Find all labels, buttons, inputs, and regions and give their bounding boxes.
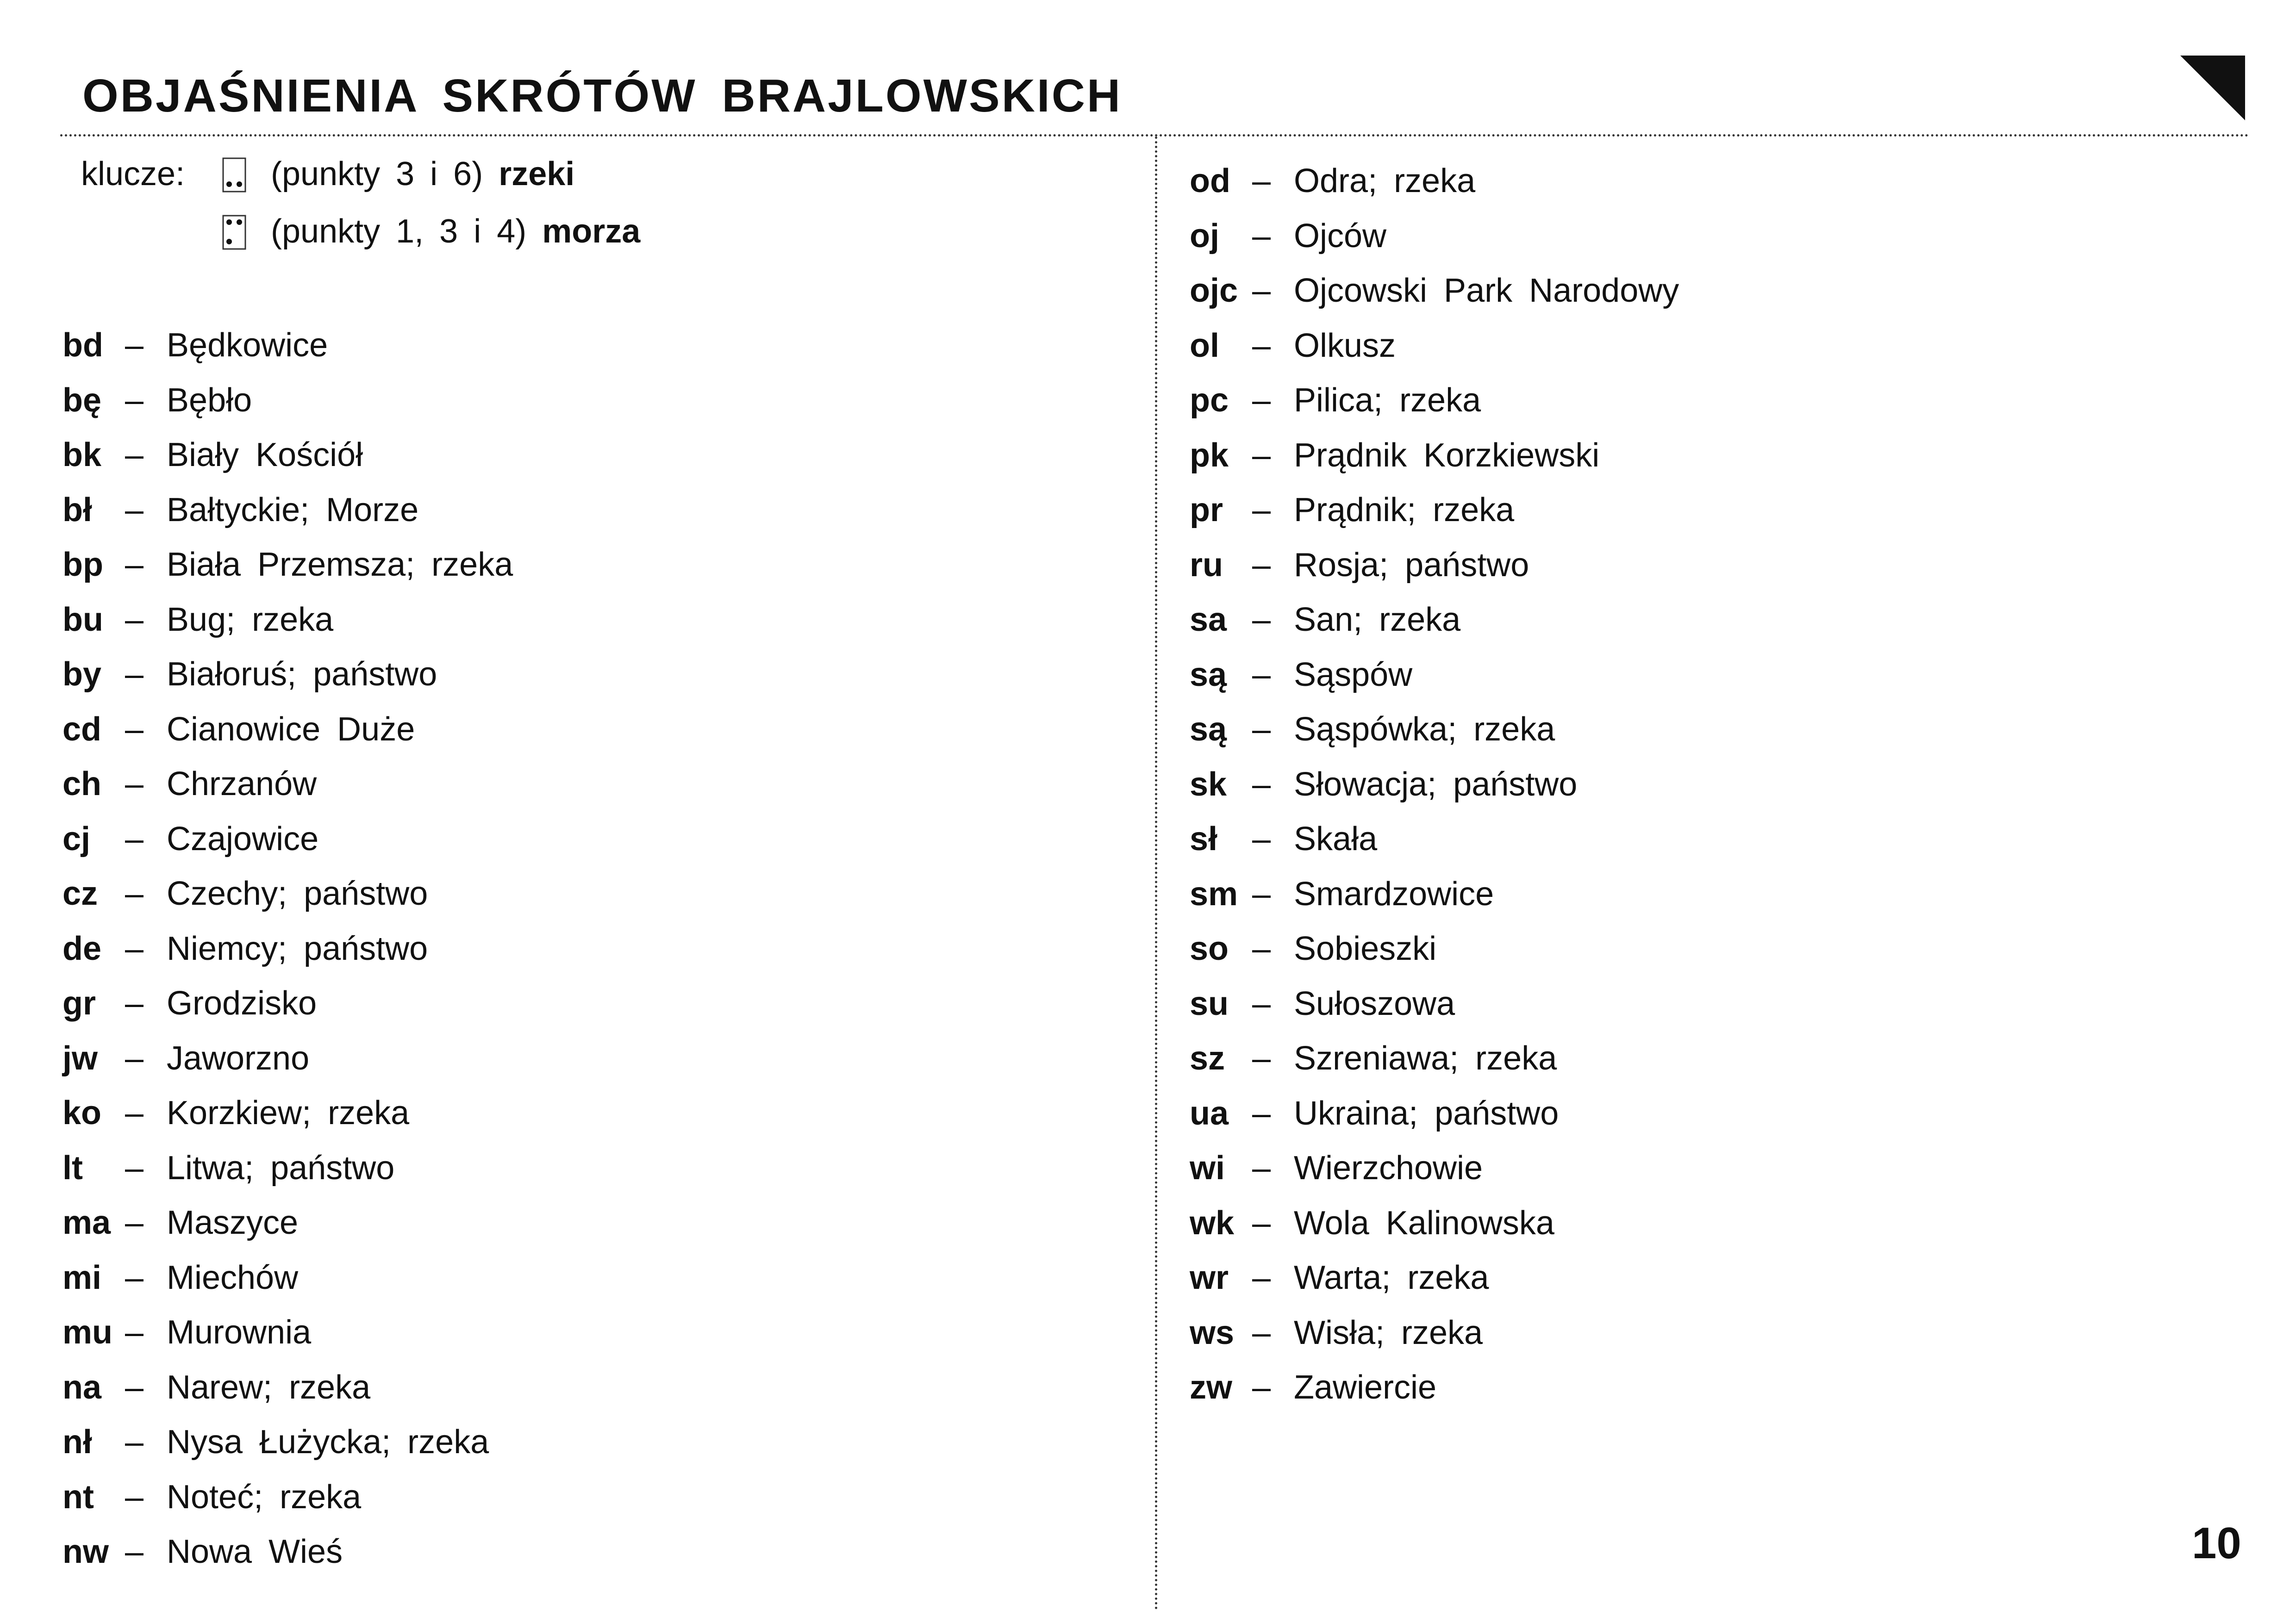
key-kind: morza [542,213,641,250]
separator-dash: – [1252,217,1271,255]
separator-dash: – [1252,1094,1271,1132]
braille-cell-dots-1-3-4-icon [222,215,246,250]
separator-dash: – [1252,985,1271,1022]
abbreviation-code: bę [62,381,102,419]
abbreviation-meaning: Biały Kościół [167,436,363,473]
abbreviation-meaning: Pilica; rzeka [1294,382,1481,419]
abbreviation-code: zw [1190,1369,1233,1406]
separator-dash: – [1252,162,1271,199]
separator-dash: – [1252,1204,1271,1242]
separator-dash: – [1252,1314,1271,1351]
abbreviation-meaning: Sąspów [1294,656,1413,693]
separator-dash: – [125,1368,144,1406]
abbreviation-code: sk [1190,765,1227,803]
separator-dash: – [1252,436,1271,474]
key-label: klucze: [81,155,185,193]
abbreviation-meaning: Smardzowice [1294,875,1494,913]
key-kind: rzeki [499,155,575,193]
abbreviation-meaning: Biała Przemsza; rzeka [167,546,513,583]
abbreviation-meaning: Chrzanów [167,765,317,802]
separator-dash: – [1252,1259,1271,1296]
abbreviation-meaning: San; rzeka [1294,601,1461,638]
abbreviation-meaning: Wierzchowie [1294,1150,1483,1187]
abbreviation-code: su [1190,985,1229,1022]
separator-dash: – [125,1039,144,1077]
separator-dash: – [125,1314,144,1351]
separator-dash: – [125,985,144,1022]
abbreviation-code: bk [62,436,102,473]
abbreviation-meaning: Grodzisko [167,985,317,1022]
abbreviation-code: ch [62,765,102,802]
abbreviation-code: są [1190,656,1227,693]
page-title: OBJAŚNIENIA SKRÓTÓW BRAJLOWSKICH [82,70,1123,122]
abbreviation-meaning: Białoruś; państwo [167,656,437,693]
separator-dash: – [125,1204,144,1241]
abbreviation-code: cz [62,875,98,912]
key-description: (punkty 1, 3 i 4) morza [271,213,641,250]
abbreviation-meaning: Odra; rzeka [1294,162,1476,199]
separator-dash: – [125,1149,144,1187]
abbreviation-code: so [1190,930,1229,967]
abbreviation-meaning: Sobieszki [1294,930,1437,967]
abbreviation-meaning: Prądnik Korzkiewski [1294,436,1600,474]
column-divider [1155,137,1157,1611]
separator-dash: – [125,1478,144,1516]
abbreviation-meaning: Litwa; państwo [167,1149,395,1187]
abbreviation-meaning: Maszyce [167,1204,299,1241]
separator-dash: – [1252,1040,1271,1077]
abbreviation-meaning: Nowa Wieś [167,1533,343,1570]
abbreviation-code: sz [1190,1040,1225,1077]
abbreviation-meaning: Cianowice Duże [167,710,415,748]
abbreviation-code: nw [62,1533,109,1570]
abbreviation-code: nł [62,1424,92,1461]
abbreviation-meaning: Jaworzno [167,1039,310,1077]
abbreviation-code: ko [62,1094,102,1132]
abbreviation-code: pc [1190,382,1229,419]
abbreviation-meaning: Zawiercie [1294,1369,1437,1406]
separator-dash: – [125,327,144,364]
abbreviation-meaning: Korzkiew; rzeka [167,1094,410,1132]
abbreviation-code: od [1190,162,1230,199]
abbreviation-meaning: Prądnik; rzeka [1294,491,1515,529]
separator-dash: – [125,656,144,693]
separator-dash: – [1252,1150,1271,1187]
page-number: 10 [2192,1518,2241,1568]
abbreviation-code: sł [1190,821,1218,858]
abbreviation-meaning: Niemcy; państwo [167,930,428,967]
abbreviation-meaning: Noteć; rzeka [167,1478,362,1516]
abbreviation-meaning: Narew; rzeka [167,1368,371,1406]
abbreviation-meaning: Skała [1294,821,1378,858]
separator-dash: – [125,875,144,912]
abbreviation-code: wk [1190,1204,1235,1242]
separator-dash: – [125,1533,144,1570]
abbreviation-code: jw [62,1039,98,1077]
separator-dash: – [1252,821,1271,858]
abbreviation-meaning: Olkusz [1294,327,1396,364]
separator-dash: – [1252,765,1271,803]
abbreviation-meaning: Będkowice [167,327,328,364]
separator-dash: – [125,491,144,529]
separator-dash: – [1252,601,1271,638]
abbreviation-code: cd [62,710,102,748]
abbreviation-meaning: Bałtyckie; Morze [167,491,419,529]
abbreviation-meaning: Murownia [167,1314,312,1351]
abbreviation-code: są [1190,711,1227,748]
abbreviation-code: de [62,930,102,967]
abbreviation-code: ua [1190,1094,1229,1132]
abbreviation-meaning: Bębło [167,381,252,419]
abbreviation-code: ol [1190,327,1219,364]
abbreviation-code: nt [62,1478,94,1516]
abbreviation-code: mu [62,1314,112,1351]
corner-triangle-icon [2180,56,2245,120]
abbreviation-code: na [62,1368,102,1406]
abbreviation-meaning: Rosja; państwo [1294,546,1529,584]
abbreviation-meaning: Miechów [167,1259,299,1296]
separator-dash: – [1252,1369,1271,1406]
abbreviation-code: bu [62,601,103,638]
abbreviation-meaning: Sąspówka; rzeka [1294,711,1555,748]
abbreviation-code: bp [62,546,103,583]
abbreviation-code: sm [1190,875,1238,913]
abbreviation-meaning: Ukraina; państwo [1294,1094,1559,1132]
separator-dash: – [1252,711,1271,748]
abbreviation-meaning: Bug; rzeka [167,601,334,638]
abbreviation-meaning: Nysa Łużycka; rzeka [167,1424,489,1461]
separator-dash: – [125,1259,144,1296]
abbreviation-meaning: Słowacja; państwo [1294,765,1578,803]
abbreviation-meaning: Sułoszowa [1294,985,1455,1022]
abbreviation-code: cj [62,820,91,858]
abbreviation-code: wr [1190,1259,1229,1296]
abbreviation-code: by [62,656,102,693]
abbreviation-code: pk [1190,436,1229,474]
abbreviation-code: lt [62,1149,83,1187]
abbreviation-meaning: Warta; rzeka [1294,1259,1489,1296]
separator-dash: – [125,765,144,802]
abbreviation-code: bł [62,491,92,529]
abbreviation-code: pr [1190,491,1223,529]
separator-dash: – [125,820,144,858]
abbreviation-code: mi [62,1259,102,1296]
braille-cell-dots-3-6-icon [222,157,246,193]
separator-dash: – [125,381,144,419]
separator-dash: – [1252,272,1271,309]
abbreviation-meaning: Czechy; państwo [167,875,428,912]
abbreviation-code: ru [1190,546,1223,584]
abbreviation-code: ws [1190,1314,1235,1351]
separator-dash: – [1252,546,1271,584]
abbreviation-code: wi [1190,1150,1225,1187]
separator-dash: – [1252,382,1271,419]
abbreviation-code: bd [62,327,103,364]
separator-dash: – [1252,327,1271,364]
separator-dash: – [125,436,144,473]
abbreviation-code: ojc [1190,272,1238,309]
abbreviation-meaning: Wola Kalinowska [1294,1204,1554,1242]
separator-dash: – [125,710,144,748]
abbreviation-code: sa [1190,601,1227,638]
separator-dash: – [1252,491,1271,529]
separator-dash: – [1252,656,1271,693]
separator-dash: – [1252,930,1271,967]
abbreviation-code: oj [1190,217,1219,255]
separator-dash: – [125,1094,144,1132]
separator-dash: – [125,930,144,967]
abbreviation-meaning: Czajowice [167,820,319,858]
separator-dash: – [1252,875,1271,913]
separator-dash: – [125,601,144,638]
key-description: (punkty 3 i 6) rzeki [271,155,575,193]
abbreviation-code: ma [62,1204,111,1241]
abbreviation-meaning: Ojcowski Park Narodowy [1294,272,1679,309]
abbreviation-code: gr [62,985,96,1022]
separator-dash: – [125,1424,144,1461]
abbreviation-meaning: Ojców [1294,217,1387,255]
abbreviation-meaning: Wisła; rzeka [1294,1314,1483,1351]
separator-dash: – [125,546,144,583]
abbreviation-meaning: Szreniawa; rzeka [1294,1040,1557,1077]
